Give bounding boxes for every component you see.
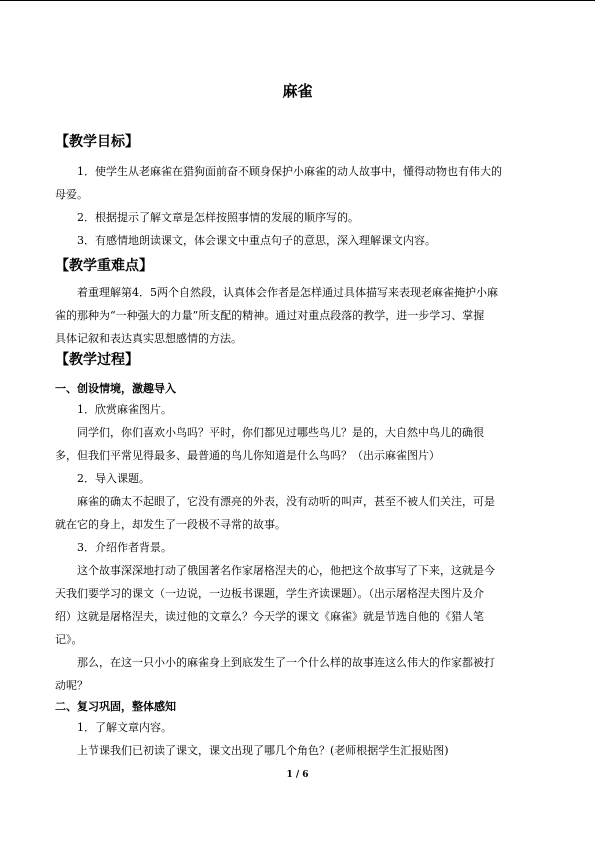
subsection-heading: 二、复习巩固，整体感知 <box>55 700 176 713</box>
key-points-line: 着重理解第4．5两个自然段，认真体会作者是怎样通过具体描写来表现老麻雀掩护小麻 <box>77 286 498 299</box>
process-line: 就在它的身上，却发生了一段极不寻常的故事。 <box>55 518 286 531</box>
process-line: 多，但我们平常见得最多、最普通的鸟儿你知道是什么鸟吗？（出示麻雀图片） <box>55 449 440 462</box>
subsection-heading: 一、创设情境，激趣导入 <box>55 382 176 395</box>
process-line: 动呢？ <box>55 679 88 692</box>
process-line: 2．导入课题。 <box>77 472 150 485</box>
process-line: 记》。 <box>55 633 83 646</box>
objective-line: 1．使学生从老麻雀在猎狗面前奋不顾身保护小麻雀的动人故事中，懂得动物也有伟大的 <box>77 165 502 178</box>
process-line: 绍）这就是屠格涅夫，读过他的文章么？今天学的课文《麻雀》就是节选自他的《猎人笔 <box>55 610 484 623</box>
process-line: 同学们，你们喜欢小鸟吗？平时，你们都见过哪些鸟儿？是的，大自然中鸟儿的确很 <box>77 426 484 439</box>
key-points-line: 雀的那种为“一种强大的力量”所支配的精神。通过对重点段落的教学，进一步学习、掌握 <box>55 309 485 322</box>
section-heading-objectives: 【教学目标】 <box>55 134 139 150</box>
objective-line: 3．有感情地朗读课文，体会课文中重点句子的意思，深入理解课文内容。 <box>77 234 436 247</box>
process-line: 上节课我们已初读了课文，课文出现了哪几个角色？(老师根据学生汇报贴图) <box>77 744 449 757</box>
process-line: 1．欣赏麻雀图片。 <box>77 403 172 416</box>
section-heading-key-points: 【教学重难点】 <box>55 258 153 274</box>
process-line: 这个故事深深地打动了俄国著名作家屠格涅夫的心，他把这个故事写了下来，这就是今 <box>77 564 495 577</box>
process-line: 麻雀的确太不起眼了，它没有漂亮的外表，没有动听的叫声，甚至不被人们关注，可是 <box>77 495 495 508</box>
section-heading-process: 【教学过程】 <box>55 352 139 368</box>
page-number: 1 / 6 <box>286 770 309 780</box>
key-points-line: 具体记叙和表达真实思想感情的方法。 <box>55 332 242 345</box>
objective-line: 母爱。 <box>55 188 88 201</box>
process-line: 天我们要学习的课文（一边说，一边板书课题，学生齐读课题）。（出示屠格涅夫图片及介 <box>55 587 484 600</box>
process-line: 那么，在这一只小小的麻雀身上到底发生了一个什么样的故事连这么伟大的作家都被打 <box>77 656 495 669</box>
process-line: 1．了解文章内容。 <box>77 721 172 734</box>
page-title: 麻雀 <box>282 82 313 100</box>
objective-line: 2．根据提示了解文章是怎样按照事情的发展的顺序写的。 <box>77 211 359 224</box>
process-line: 3．介绍作者背景。 <box>77 541 172 554</box>
header-rule <box>0 0 595 1</box>
